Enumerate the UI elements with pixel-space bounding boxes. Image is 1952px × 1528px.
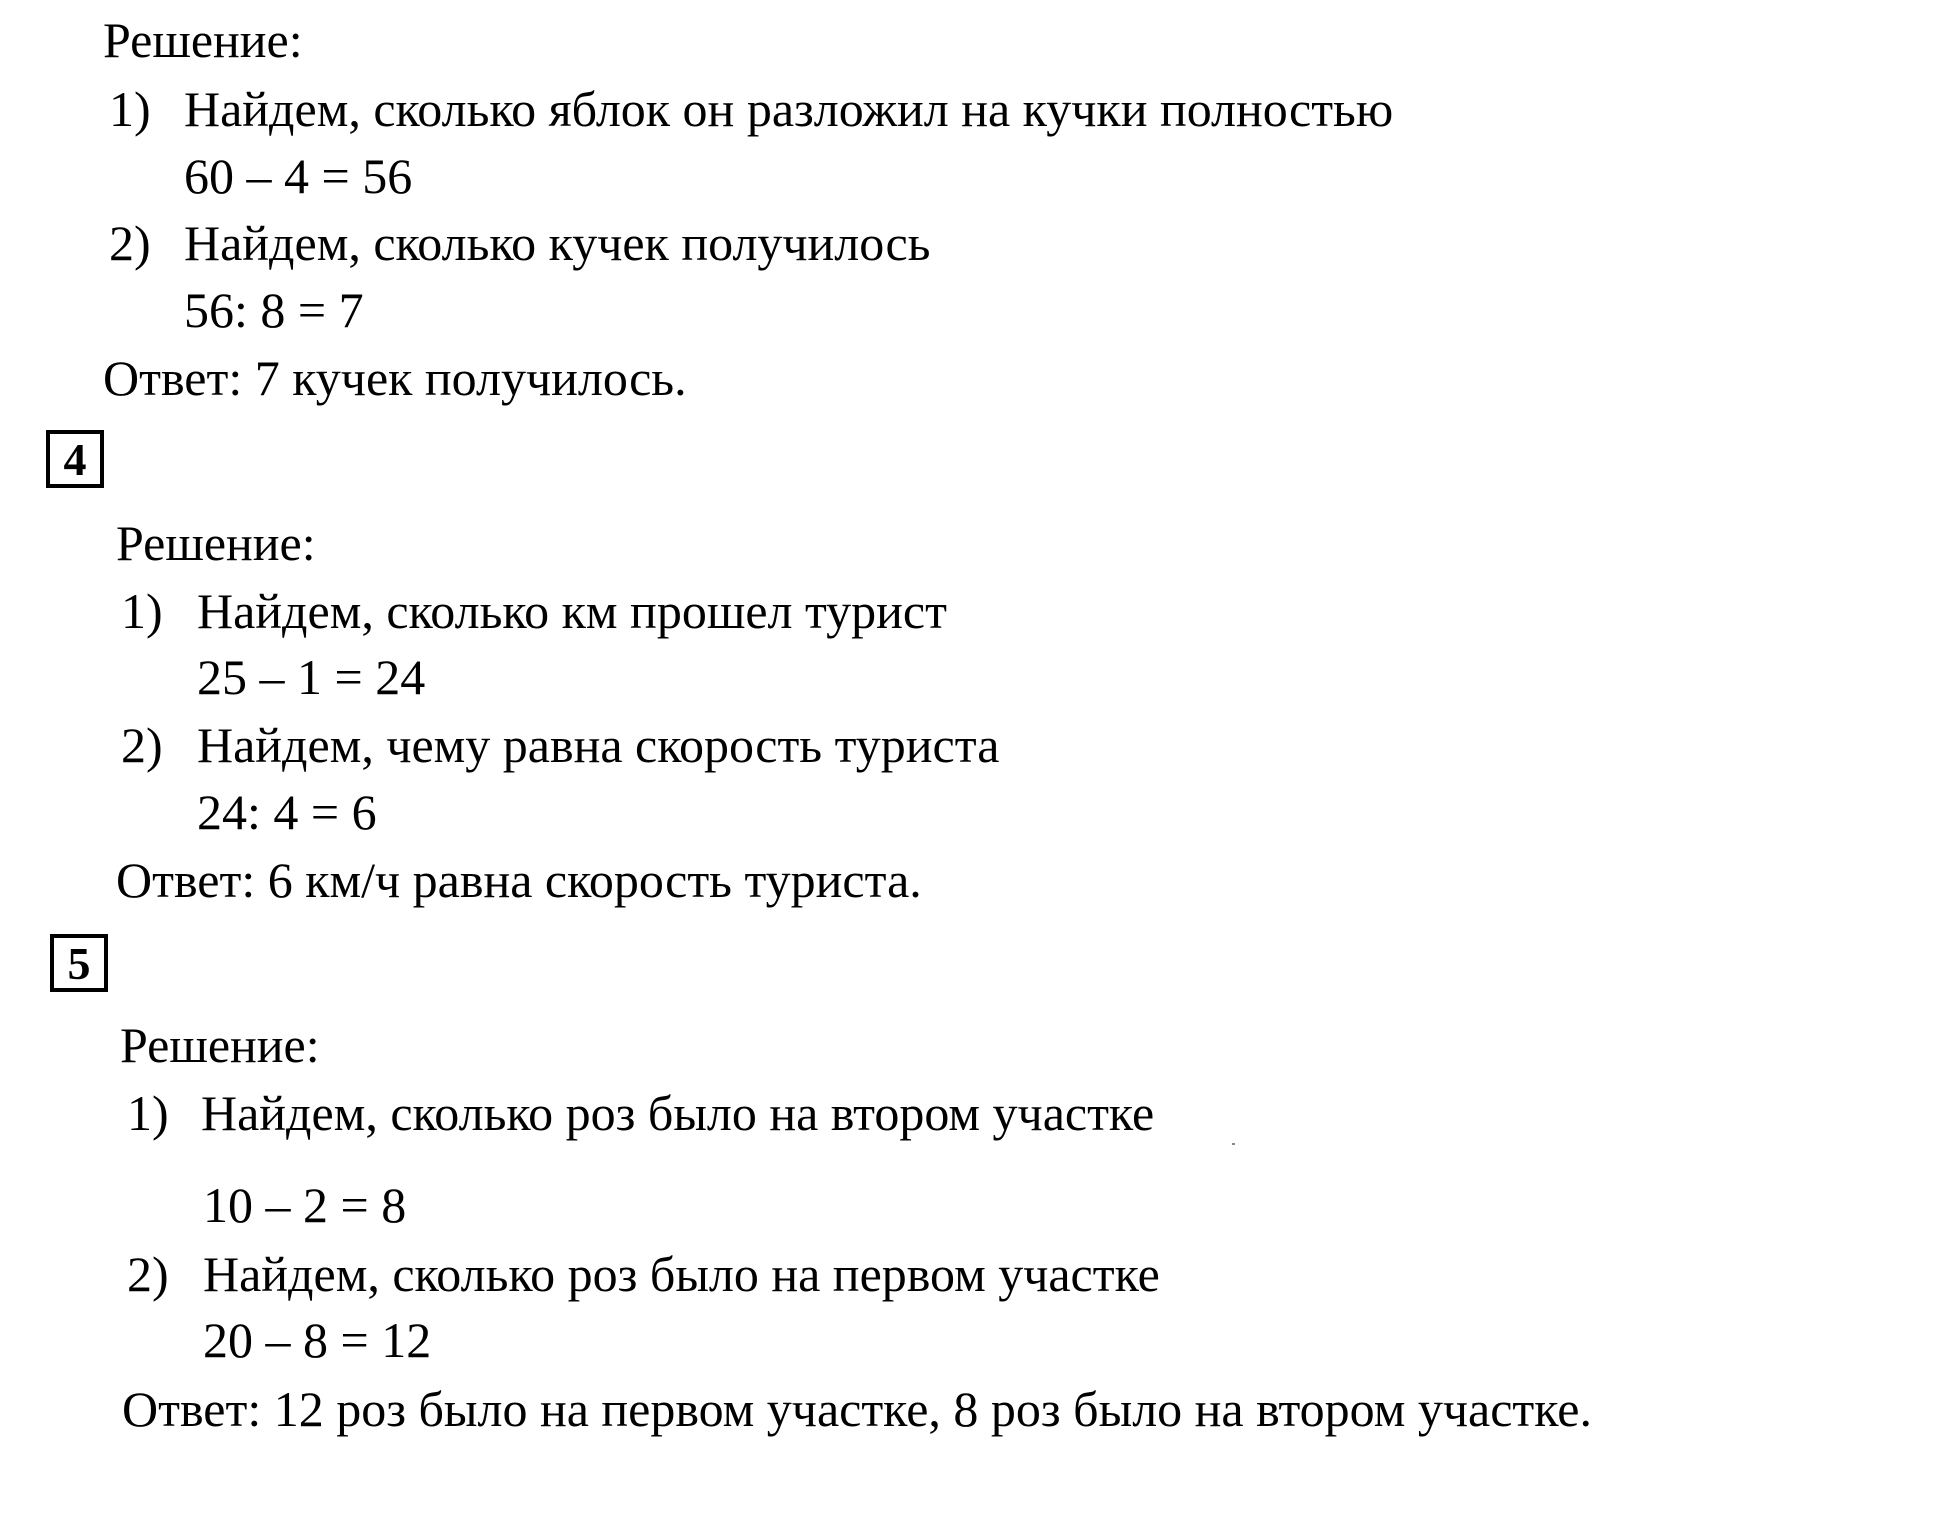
step-number: 1): [121, 583, 163, 639]
section-heading: Решение:: [120, 1017, 320, 1073]
step-calculation: 20 – 8 = 12: [203, 1312, 432, 1368]
step-number: 1): [109, 81, 151, 137]
step-text: Найдем, сколько км прошел турист: [197, 583, 947, 639]
step-text: Найдем, сколько яблок он разложил на кучки полностью: [184, 81, 1394, 137]
step-number: 2): [109, 215, 151, 271]
task-number-box: 5: [50, 934, 108, 992]
step-calculation: 10 – 2 = 8: [203, 1177, 407, 1233]
step-text: Найдем, сколько роз было на втором участке: [201, 1085, 1155, 1141]
step-number: 2): [121, 717, 163, 773]
answer-text: Ответ: 6 км/ч равна скорость туриста.: [116, 852, 922, 908]
step-calculation: 25 – 1 = 24: [197, 649, 426, 705]
scan-speck: [1232, 1143, 1235, 1145]
step-text: Найдем, чему равна скорость туриста: [197, 717, 1000, 773]
answer-text: Ответ: 7 кучек получилось.: [103, 350, 687, 406]
answer-text: Ответ: 12 роз было на первом участке, 8 роз было на втором участке.: [122, 1381, 1592, 1437]
step-calculation: 56: 8 = 7: [184, 282, 364, 338]
section-heading: Решение:: [116, 515, 316, 571]
step-text: Найдем, сколько кучек получилось: [184, 215, 931, 271]
step-number: 2): [127, 1246, 169, 1302]
section-heading: Решение:: [103, 12, 303, 68]
step-text: Найдем, сколько роз было на первом участке: [203, 1246, 1160, 1302]
step-calculation: 60 – 4 = 56: [184, 148, 413, 204]
step-number: 1): [127, 1085, 169, 1141]
step-calculation: 24: 4 = 6: [197, 784, 377, 840]
task-number-box: 4: [46, 430, 104, 488]
